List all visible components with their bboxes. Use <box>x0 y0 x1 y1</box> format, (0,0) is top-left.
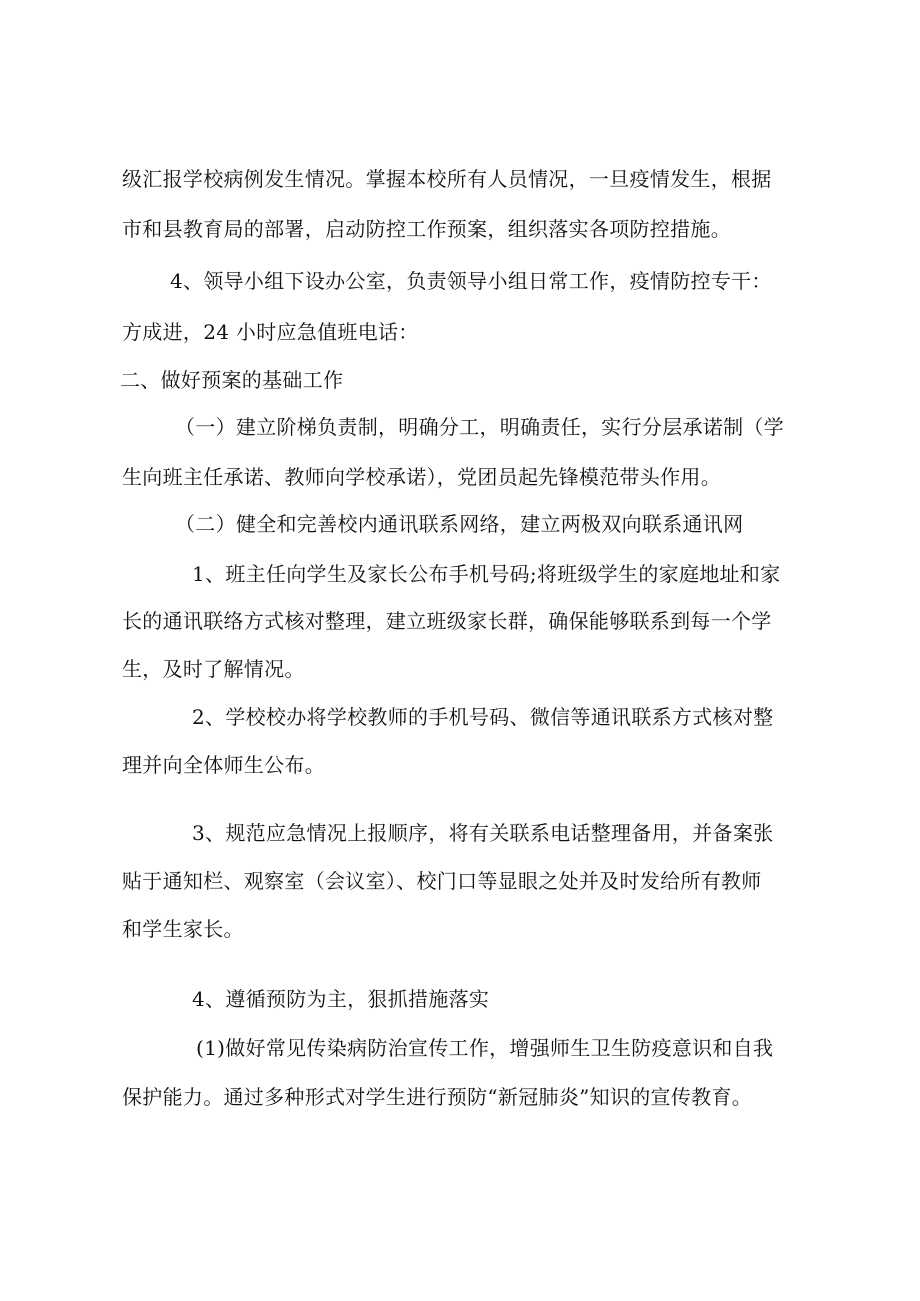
text-line: 保护能力。通过多种形式对学生进行预防“新冠肺炎”知识的宣传教育。 <box>122 1085 753 1109</box>
text-line: 市和县教育局的部署，启动防控工作预案，组织落实各项防控措施。 <box>122 217 731 241</box>
text-line: 4、遵循预防为主，狠抓措施落实 <box>192 987 490 1011</box>
text-line: 生，及时了解情况。 <box>122 657 305 681</box>
text-line: 4、领导小组下设办公室，负责领导小组日常工作，疫情防控专干： <box>170 269 772 293</box>
text-line: 和学生家长。 <box>122 917 244 941</box>
text-line: 方成进，24 小时应急值班电话： <box>122 320 419 344</box>
text-line: 生向班主任承诺、教师向学校承诺），党团员起先锋模范带头作用。 <box>122 465 721 489</box>
text-line: 贴于通知栏、观察室（会议室）、校门口等显眼之处并及时发给所有教师 <box>122 869 762 893</box>
section-heading: 二、做好预案的基础工作 <box>120 368 344 392</box>
subsection-heading: （二）健全和完善校内通讯联系网络，建立两极双向联系通讯网 <box>175 512 744 536</box>
text-line: 理并向全体师生公布。 <box>122 753 325 777</box>
text-line: 级汇报学校病例发生情况。掌握本校所有人员情况，一旦疫情发生，根据 <box>122 167 772 191</box>
text-line: （一）建立阶梯负责制，明确分工，明确责任，实行分层承诺制（学 <box>175 415 784 439</box>
text-line: 1、班主任向学生及家长公布手机号码;将班级学生的家庭地址和家 <box>192 562 781 586</box>
text-line: 长的通讯联络方式核对整理，建立班级家长群，确保能够联系到每一个学 <box>122 609 772 633</box>
text-line: 2、学校校办将学校教师的手机号码、微信等通讯联系方式核对整 <box>192 705 774 729</box>
text-line: 3、规范应急情况上报顺序，将有关联系电话整理备用，并备案张 <box>192 821 774 845</box>
text-line: (1)做好常见传染病防治宣传工作，增强师生卫生防疫意识和自我 <box>196 1036 774 1060</box>
